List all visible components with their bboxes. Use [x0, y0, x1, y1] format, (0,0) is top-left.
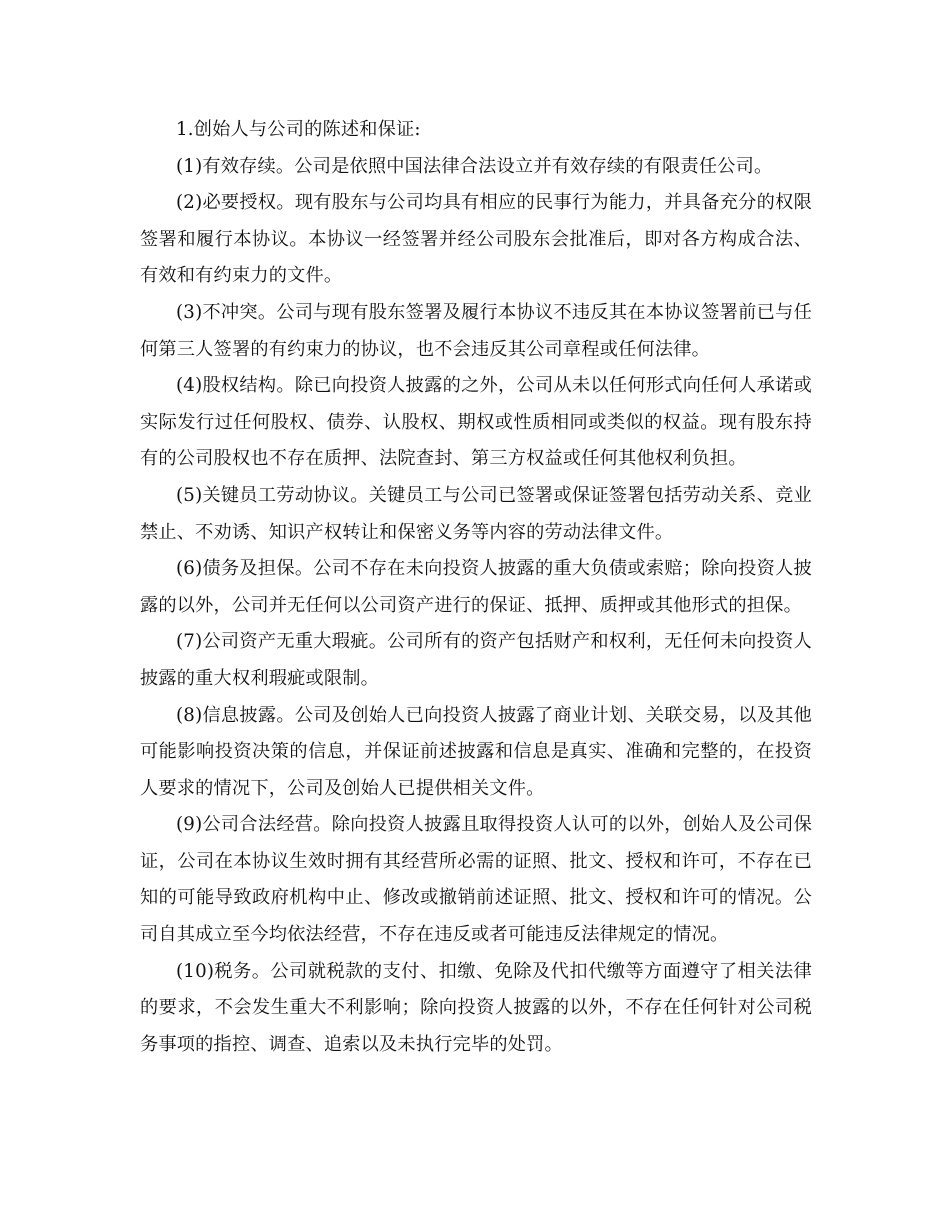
clause-paragraph: (7)公司资产无重大瑕疵。公司所有的资产包括财产和权利，无任何未向投资人披露的重大权利瑕疵或限制。 — [140, 631, 812, 689]
clause-paragraph: (6)债务及担保。公司不存在未向投资人披露的重大负债或索赔；除向投资人披露的以外，公司并无任何以公司资产进行的保证、抵押、质押或其他形式的担保。 — [140, 558, 812, 616]
clause-paragraph: (5)关键员工劳动协议。关键员工与公司已签署或保证签署包括劳动关系、竞业禁止、不劝诱、知识产权转让和保密义务等内容的劳动法律文件。 — [140, 484, 812, 543]
clause-paragraph: (10)税务。公司就税款的支付、扣缴、免除及代扣代缴等方面遵守了相关法律的要求，不会发生重大不利影响；除向投资人披露的以外，不存在任何针对公司税务事项的指控、调查、追索以及未执行完毕的处罚。 — [140, 960, 812, 1055]
section-heading: 1.创始人与公司的陈述和保证: — [176, 119, 421, 140]
document-body — [140, 112, 812, 1063]
clause-paragraph: (3)不冲突。公司与现有股东签署及履行本协议不违反其在本协议签署前已与任何第三人签署的有约束力的协议，也不会违反其公司章程或任何法律。 — [140, 301, 812, 360]
clause-paragraph: (2)必要授权。现有股东与公司均具有相应的民事行为能力，并具备充分的权限签署和履行本协议。本协议一经签署并经公司股东会批准后，即对各方构成合法、有效和有约束力的文件。 — [140, 192, 812, 287]
clause-paragraph: (4)股权结构。除已向投资人披露的之外，公司从未以任何形式向任何人承诺或实际发行过任何股权、债券、认股权、期权或性质相同或类似的权益。现有股东持有的公司股权也不存在质押、法院查封、第三方权益或任何其他权利负担。 — [140, 375, 812, 470]
clause-paragraph: (9)公司合法经营。除向投资人披露且取得投资人认可的以外，创始人及公司保证，公司在本协议生效时拥有其经营所必需的证照、批文、授权和许可，不存在已知的可能导致政府机构中止、修改或撤销前述证照、批文、授权和许可的情况。公司自其成立至今均依法经营，不存在违反或者可能违反法律规定的情况。 — [140, 814, 812, 946]
clause-paragraph: (1)有效存续。公司是依照中国法律合法设立并有效存续的有限责任公司。 — [176, 155, 773, 177]
clause-paragraph: (8)信息披露。公司及创始人已向投资人披露了商业计划、关联交易，以及其他可能影响投资决策的信息，并保证前述披露和信息是真实、准确和完整的，在投资人要求的情况下，公司及创始人已提供相关文件。 — [140, 704, 812, 799]
